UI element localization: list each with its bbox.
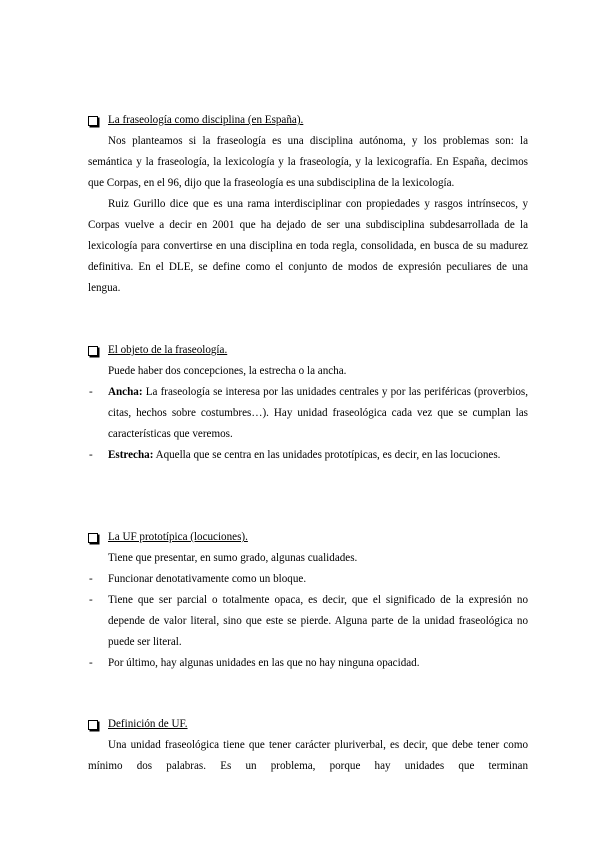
heading-text: La fraseología como disciplina (en España). [108,114,304,126]
item-text: Aquella que se centra en las unidades prototípicas, es decir, en las locuciones. [153,449,501,461]
intro-text: Puede haber dos concepciones, la estrecha o la ancha. [108,365,347,377]
item-term: Estrecha: [108,449,154,461]
section-objeto-fraseologia [88,340,528,466]
heading-text: La UF prototípica (locuciones). [108,531,248,543]
paragraph: Ruiz Gurillo dice que es una rama interdisciplinar con propiedades y rasgos intrínsecos, y Corpas vuelve a decir en 2001 que ha dejado de ser una subdisciplina subdesarrollada de la lexicología para convertirse en una disciplina en toda regla, consolidada, en busca de su madurez definitiva. En el DLE, se define como el conjunto de modos de expresión peculiares de una lengua. [88,198,528,294]
item-text: Tiene que ser parcial o totalmente opaca, es decir, que el significado de la expresión no depende de valor literal, sino que este se pierde. Alguna parte de la unidad fraseológica no puede ser literal. [108,594,528,648]
checkbox-bullet-icon [88,720,98,730]
section-heading [88,340,528,361]
dash-bullet: - [89,594,93,606]
paragraph: Una unidad fraseológica tiene que tener carácter pluriverbal, es decir, que debe tener como mínimo dos palabras. Es un problema, porque hay unidades que terminan [88,739,528,772]
section-uf-prototipica [88,527,528,674]
list-item [88,569,528,590]
paragraph: Nos planteamos si la fraseología es una disciplina autónoma, y los problemas son: la semántica y la fraseología, la lexicología y la fraseología, y la lexicografía. En España, decimos que Corpas, en el 96, dijo que la fraseología es una subdisciplina de la lexicología. [88,135,528,189]
section-heading [88,527,528,548]
item-term: Ancha: [108,386,143,398]
heading-text: Definición de UF. [108,718,188,730]
list-item [88,653,528,674]
section-heading [88,110,528,131]
dash-bullet: - [89,449,93,461]
item-text: La fraseología se interesa por las unidades centrales y por las periféricas (proverbios, citas, hechos sobre costumbres…). Hay unidad fraseológica cada vez que se cumplan las características que veremos. [108,386,528,440]
list-item [88,590,528,653]
intro-text: Tiene que presentar, en sumo grado, algunas cualidades. [108,552,358,564]
dash-bullet: - [89,386,93,398]
item-text: Por último, hay algunas unidades en las que no hay ninguna opacidad. [108,657,420,669]
list-item [88,382,528,445]
section-heading [88,714,528,735]
list-item [88,445,528,466]
dash-bullet: - [89,657,93,669]
checkbox-bullet-icon [88,533,98,543]
section-fraseologia-disciplina [88,110,528,299]
checkbox-bullet-icon [88,116,98,126]
dash-bullet: - [89,573,93,585]
checkbox-bullet-icon [88,346,98,356]
item-text: Funcionar denotativamente como un bloque. [108,573,307,585]
heading-text: El objeto de la fraseología. [108,344,228,356]
section-definicion-uf [88,714,528,777]
